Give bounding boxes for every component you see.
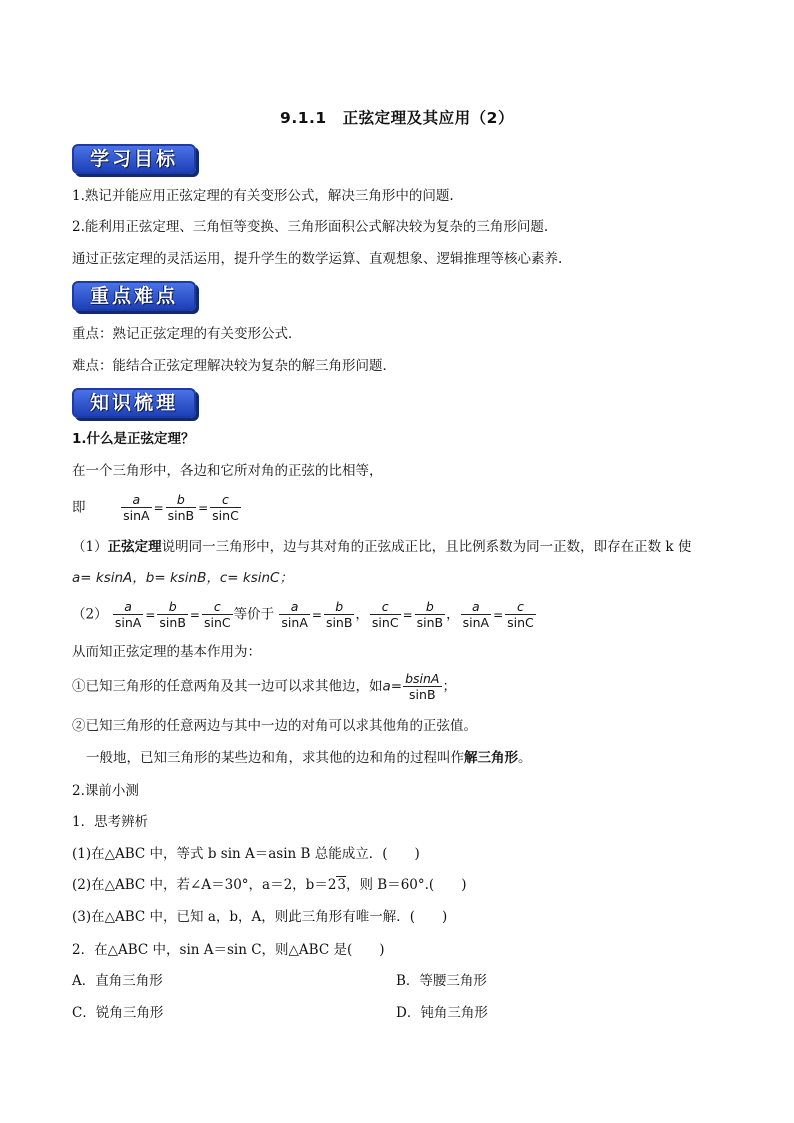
option-b: B．等腰三角形	[396, 973, 487, 989]
proportional-formula: a= ksinA，b= ksinB，c= ksinC；	[72, 570, 293, 586]
quiz-item-2: (2)在△ABC 中，若∠A＝30°，a＝2，b＝23，则 B＝60°.( )	[72, 877, 467, 893]
goal-3: 通过正弦定理的灵活运用，提升学生的数学运算、直观想象、逻辑推理等核心素养.	[72, 251, 563, 267]
equivalent-formulas: （2） $\frac{a}{\sin A}$ = $\frac{b}{\sin B}$ = $\frac{c}{\sin C}$ 等价于 $\frac{a}{\sin A}$ = $\frac{b}{\sin B}$ ， $\frac{c}{\sin C}$ = $\frac{b}{\sin B}$ ， $\frac{a}{\sin A}$ = $\frac{c}{\sin C}$	[72, 599, 534, 630]
solve-triangle-definition: 一般地，已知三角形的某些边和角，求其他的边和角的过程叫作解三角形。	[86, 750, 532, 766]
fraction-b-sinB: $\frac{b}{\sin B}$	[167, 492, 195, 523]
difficult-point: 难点：能结合正弦定理解决较为复杂的解三角形问题．	[72, 358, 396, 374]
sqrt-symbol: 3	[337, 877, 346, 893]
question-2-heading: 2.课前小测	[72, 783, 139, 799]
option-a: A．直角三角形	[72, 973, 163, 989]
goal-1: 1.熟记并能应用正弦定理的有关变形公式，解决三角形中的问题.	[72, 188, 454, 204]
option-d: D．钝角三角形	[396, 1005, 488, 1021]
key-point: 重点：熟记正弦定理的有关变形公式．	[72, 326, 302, 342]
fraction-c-sinC: $\frac{c}{\sin C}$	[212, 492, 239, 523]
use-1: ①已知三角形的任意两角及其一边可以求其他边，如a= $\frac{bsinA}{\sin B}$ ；	[72, 671, 456, 702]
fraction-a-sinA: $\frac{a}{\sin A}$	[123, 492, 150, 523]
quiz-item-1: (1)在△ABC 中，等式 b sin A＝asin B 总能成立．( )	[72, 846, 420, 862]
quiz-heading-1: 1．思考辨析	[72, 814, 149, 830]
section-badge-keypoints: 重点难点	[72, 281, 196, 311]
section-badge-knowledge: 知识梳理	[72, 388, 196, 418]
quiz-item-3: (3)在△ABC 中，已知 a，b，A，则此三角形有唯一解．( )	[72, 909, 448, 925]
sine-law-formula: 即 $\frac{a}{\sin A}$ = $\frac{b}{\sin B}$ = $\frac{c}{\sin C}$	[72, 492, 239, 523]
option-c: C．锐角三角形	[72, 1005, 164, 1021]
sine-law-statement: 在一个三角形中，各边和它所对角的正弦的比相等，	[72, 463, 383, 479]
goal-2: 2.能利用正弦定理、三角恒等变换、三角形面积公式解决较为复杂的三角形问题.	[72, 219, 549, 235]
quiz-heading-2: 2．在△ABC 中，sin A＝sin C，则△ABC 是( )	[72, 942, 385, 958]
paragraph-1: （1）正弦定理说明同一三角形中，边与其对角的正弦成正比，且比例系数为同一正数，即存在正数 k 使	[72, 539, 692, 555]
question-1-heading: 1.什么是正弦定理？	[72, 431, 195, 447]
use-2: ②已知三角形的任意两边与其中一边的对角可以求其他角的正弦值。	[72, 718, 477, 734]
section-badge-goals: 学习目标	[72, 144, 196, 174]
basic-uses-intro: 从而知正弦定理的基本作用为：	[72, 644, 261, 660]
page-title: 9.1.1 正弦定理及其应用（2）	[280, 109, 514, 127]
